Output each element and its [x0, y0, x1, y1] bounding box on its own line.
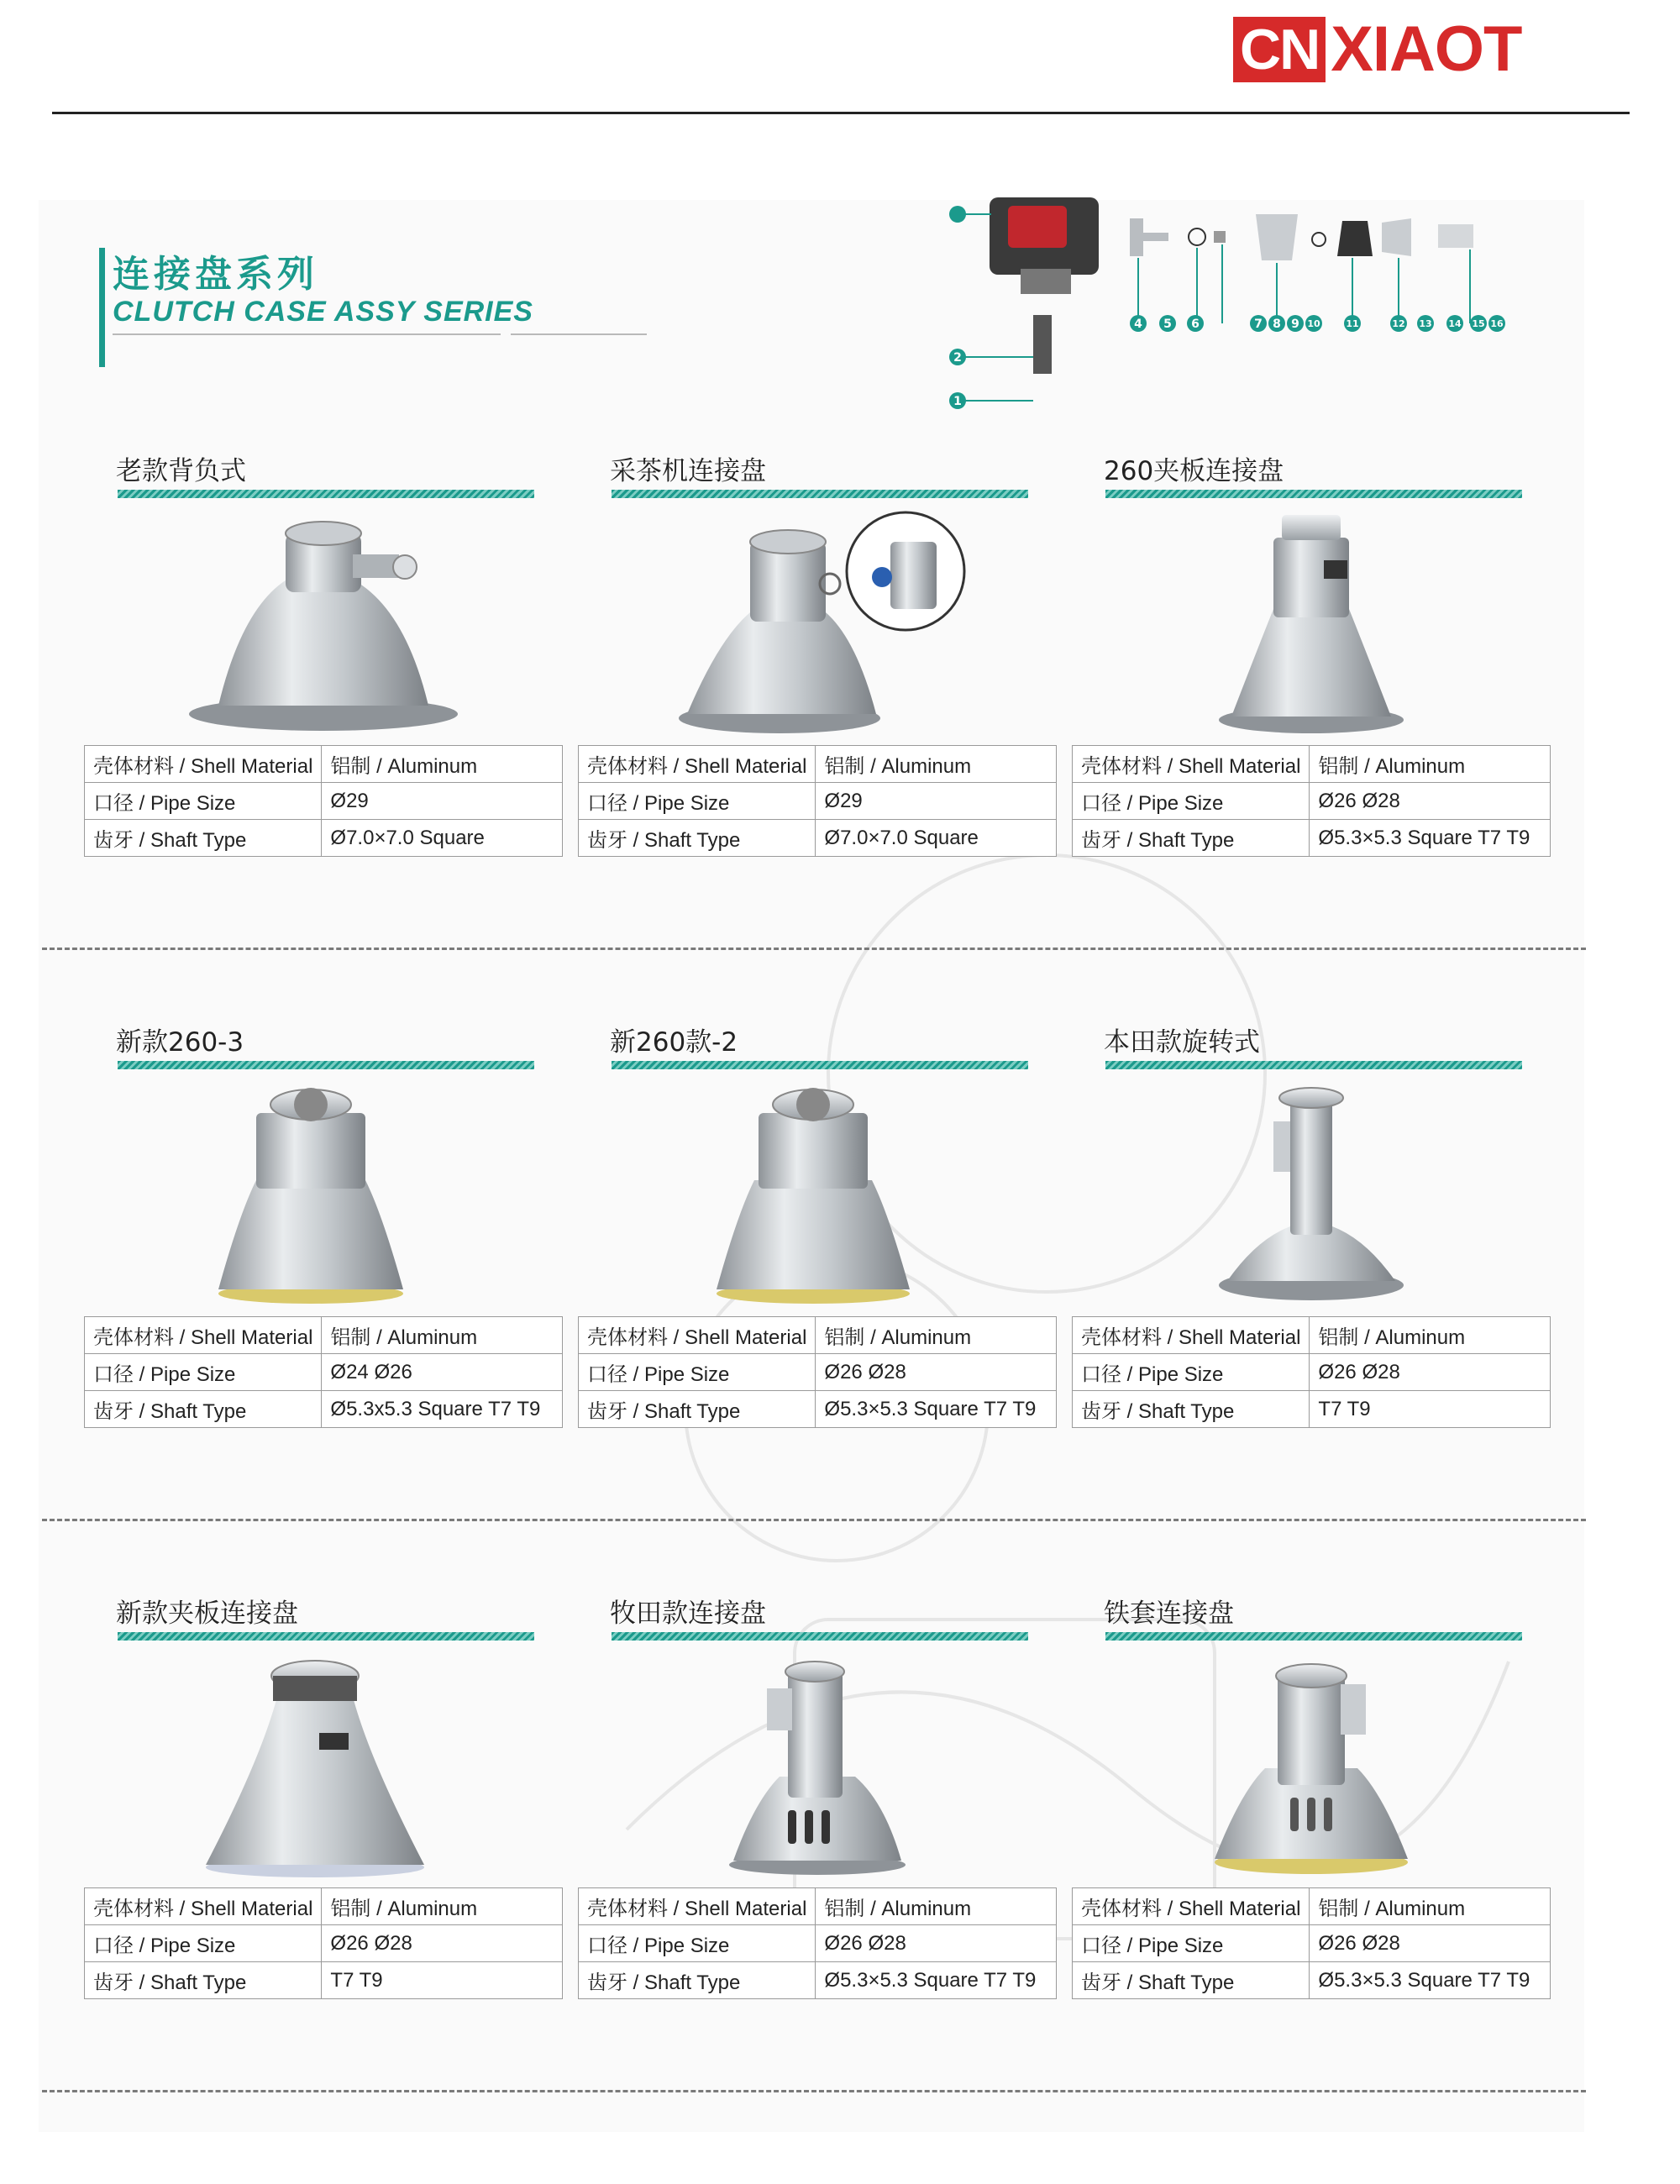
- product-title: 牧田款连接盘: [610, 1599, 766, 1629]
- product-card: [578, 1021, 1060, 1423]
- callout-4: [1130, 315, 1147, 332]
- spec-value: 铝制 / Aluminum: [816, 1317, 1057, 1354]
- product-title-underline: [612, 1632, 1028, 1641]
- product-title-underline: [118, 1061, 534, 1069]
- spec-row: [579, 1888, 1057, 1925]
- callout-label: 10: [1307, 318, 1320, 329]
- spec-table: [84, 1316, 563, 1428]
- spec-table: [84, 745, 563, 857]
- callout-label: 12: [1392, 318, 1405, 329]
- spec-value: 铝制 / Aluminum: [322, 1317, 563, 1354]
- spec-row: [579, 1391, 1057, 1428]
- spec-label: 壳体材料 / Shell Material: [579, 1317, 816, 1354]
- callout-9: [1287, 315, 1304, 332]
- spec-table: [578, 1887, 1057, 1999]
- product-title-underline: [1105, 1061, 1522, 1069]
- brand-name: XIAOT: [1331, 13, 1522, 85]
- spec-table: [578, 1316, 1057, 1428]
- clutch-case-image: [662, 1651, 976, 1877]
- callout-8: [1268, 315, 1285, 332]
- spec-value: Ø5.3x5.3 Square T7 T9: [322, 1391, 563, 1428]
- spec-row: [85, 820, 563, 857]
- spec-value: Ø29: [322, 783, 563, 820]
- callout-15: [1470, 315, 1487, 332]
- spec-table: [578, 745, 1057, 857]
- spec-row: [1073, 1888, 1551, 1925]
- spec-row: [85, 1391, 563, 1428]
- spec-row: [579, 1354, 1057, 1391]
- spec-label: 齿牙 / Shaft Type: [1073, 1391, 1310, 1428]
- product-title-underline: [118, 490, 534, 498]
- spec-label: 口径 / Pipe Size: [579, 783, 816, 820]
- spec-value: Ø5.3×5.3 Square T7 T9: [1310, 820, 1551, 857]
- callout-label: 9: [1291, 318, 1299, 331]
- spec-label: 口径 / Pipe Size: [1073, 1925, 1310, 1962]
- product-title-underline: [612, 490, 1028, 498]
- spec-value: 铝制 / Aluminum: [322, 746, 563, 783]
- spec-value: T7 T9: [1310, 1391, 1551, 1428]
- callout-11: [1344, 315, 1361, 332]
- callout-16: [1488, 315, 1505, 332]
- product-title: 铁套连接盘: [1104, 1599, 1234, 1629]
- spec-row: [1073, 783, 1551, 820]
- spec-value: Ø5.3×5.3 Square T7 T9: [1310, 1962, 1551, 1999]
- product-card: [578, 449, 1060, 852]
- spec-value: Ø24 Ø26: [322, 1354, 563, 1391]
- product-title-underline: [1105, 490, 1522, 498]
- spec-row: [85, 1925, 563, 1962]
- spec-value: Ø29: [816, 783, 1057, 820]
- spec-row: [579, 746, 1057, 783]
- spec-label: 齿牙 / Shaft Type: [85, 1962, 322, 1999]
- callout-5: [1159, 315, 1176, 332]
- spec-value: Ø7.0×7.0 Square: [322, 820, 563, 857]
- spec-row: [85, 1888, 563, 1925]
- spec-label: 口径 / Pipe Size: [1073, 1354, 1310, 1391]
- product-card: [84, 1021, 566, 1423]
- spec-table: [1072, 745, 1551, 857]
- clutch-case-image: [662, 1079, 976, 1306]
- product-title-underline: [118, 1632, 534, 1641]
- series-title-zh: 连接盘系列: [113, 254, 318, 295]
- spec-value: Ø26 Ø28: [1310, 783, 1551, 820]
- row-divider: [42, 2090, 1586, 2092]
- spec-value: 铝制 / Aluminum: [816, 746, 1057, 783]
- spec-label: 齿牙 / Shaft Type: [85, 820, 322, 857]
- exploded-parts-diagram: [941, 189, 1529, 416]
- header-rule: [52, 112, 1630, 114]
- series-underline: [113, 333, 501, 335]
- spec-value: 铝制 / Aluminum: [322, 1888, 563, 1925]
- callout-label: 13: [1419, 318, 1432, 329]
- spec-label: 口径 / Pipe Size: [579, 1925, 816, 1962]
- product-title: 采茶机连接盘: [610, 456, 766, 486]
- spec-label: 齿牙 / Shaft Type: [85, 1391, 322, 1428]
- spec-value: Ø26 Ø28: [816, 1925, 1057, 1962]
- callout-14: [1446, 315, 1463, 332]
- spec-row: [1073, 1925, 1551, 1962]
- series-underline-short: [511, 333, 647, 335]
- product-title: 老款背负式: [116, 456, 246, 486]
- spec-value: Ø26 Ø28: [816, 1354, 1057, 1391]
- clutch-case-image: [168, 508, 482, 735]
- spec-row: [85, 746, 563, 783]
- clutch-case-image: [662, 508, 976, 735]
- clutch-case-image: [1156, 508, 1470, 735]
- spec-value: T7 T9: [322, 1962, 563, 1999]
- spec-label: 壳体材料 / Shell Material: [85, 746, 322, 783]
- engine-illustration: [990, 197, 1099, 374]
- callout-label: 7: [1254, 318, 1263, 331]
- product-card: [84, 449, 566, 852]
- spec-row: [1073, 820, 1551, 857]
- brand-logo: [1233, 13, 1630, 85]
- row-divider: [42, 1519, 1586, 1521]
- spec-row: [85, 1354, 563, 1391]
- callout-7: [1250, 315, 1267, 332]
- spec-value: 铝制 / Aluminum: [1310, 1317, 1551, 1354]
- spec-row: [85, 1317, 563, 1354]
- spec-table: [84, 1887, 563, 1999]
- callout-label: 11: [1346, 318, 1359, 329]
- callout-label: 5: [1163, 318, 1172, 331]
- spec-value: 铝制 / Aluminum: [816, 1888, 1057, 1925]
- clutch-case-image: [1156, 1651, 1470, 1877]
- callout-label: 1: [953, 395, 962, 408]
- spec-label: 壳体材料 / Shell Material: [85, 1317, 322, 1354]
- spec-row: [85, 1962, 563, 1999]
- spec-label: 壳体材料 / Shell Material: [579, 746, 816, 783]
- clutch-case-image: [168, 1079, 482, 1306]
- product-card: [1072, 1021, 1554, 1423]
- spec-value: 铝制 / Aluminum: [1310, 1888, 1551, 1925]
- product-card: [1072, 449, 1554, 852]
- product-title: 本田款旋转式: [1104, 1027, 1260, 1058]
- brand-prefix: CN: [1233, 17, 1326, 82]
- clutch-case-image: [1156, 1079, 1470, 1306]
- spec-label: 口径 / Pipe Size: [579, 1354, 816, 1391]
- callout-label: 8: [1273, 318, 1281, 331]
- spec-label: 口径 / Pipe Size: [85, 1925, 322, 1962]
- spec-label: 齿牙 / Shaft Type: [1073, 1962, 1310, 1999]
- spec-row: [579, 1925, 1057, 1962]
- spec-row: [1073, 1317, 1551, 1354]
- callout-label: 4: [1134, 318, 1142, 331]
- spec-row: [1073, 746, 1551, 783]
- series-title-en: CLUTCH CASE ASSY SERIES: [113, 296, 533, 328]
- spec-value: Ø26 Ø28: [1310, 1354, 1551, 1391]
- callout-6: [1187, 315, 1204, 332]
- callout-13: [1417, 315, 1434, 332]
- callout-label: 14: [1448, 318, 1462, 329]
- spec-row: [579, 1317, 1057, 1354]
- spec-value: 铝制 / Aluminum: [1310, 746, 1551, 783]
- spec-row: [1073, 1354, 1551, 1391]
- spec-label: 口径 / Pipe Size: [1073, 783, 1310, 820]
- spec-row: [85, 783, 563, 820]
- spec-label: 壳体材料 / Shell Material: [1073, 746, 1310, 783]
- callout-10: [1305, 315, 1322, 332]
- callout-label: 6: [1191, 318, 1200, 331]
- spec-row: [579, 1962, 1057, 1999]
- callout-3: [949, 206, 966, 223]
- spec-row: [579, 783, 1057, 820]
- spec-label: 口径 / Pipe Size: [85, 783, 322, 820]
- spec-label: 壳体材料 / Shell Material: [85, 1888, 322, 1925]
- spec-value: Ø5.3×5.3 Square T7 T9: [816, 1391, 1057, 1428]
- spec-row: [1073, 1391, 1551, 1428]
- spec-label: 口径 / Pipe Size: [85, 1354, 322, 1391]
- callout-label: 15: [1472, 318, 1485, 329]
- spec-value: Ø5.3×5.3 Square T7 T9: [816, 1962, 1057, 1999]
- spec-label: 齿牙 / Shaft Type: [579, 820, 816, 857]
- row-divider: [42, 948, 1586, 950]
- spec-value: Ø26 Ø28: [322, 1925, 563, 1962]
- spec-label: 齿牙 / Shaft Type: [579, 1962, 816, 1999]
- product-card: [84, 1592, 566, 1994]
- callout-2: [949, 349, 966, 365]
- spec-row: [579, 820, 1057, 857]
- product-title-underline: [612, 1061, 1028, 1069]
- spec-row: [1073, 1962, 1551, 1999]
- callout-label: 16: [1490, 318, 1504, 329]
- product-title-underline: [1105, 1632, 1522, 1641]
- product-title: 新260款-2: [610, 1027, 738, 1058]
- product-card: [578, 1592, 1060, 1994]
- spec-table: [1072, 1316, 1551, 1428]
- spec-label: 壳体材料 / Shell Material: [579, 1888, 816, 1925]
- clutch-case-image: [168, 1651, 482, 1877]
- series-accent-bar: [99, 248, 105, 367]
- product-title: 260夹板连接盘: [1104, 456, 1284, 486]
- product-title: 新款260-3: [116, 1027, 244, 1058]
- spec-label: 齿牙 / Shaft Type: [1073, 820, 1310, 857]
- callout-12: [1390, 315, 1407, 332]
- exploded-parts: [1130, 214, 1473, 260]
- spec-table: [1072, 1887, 1551, 1999]
- callout-label: 2: [953, 351, 962, 365]
- product-card: [1072, 1592, 1554, 1994]
- spec-value: Ø7.0×7.0 Square: [816, 820, 1057, 857]
- product-title: 新款夹板连接盘: [116, 1599, 298, 1629]
- spec-value: Ø26 Ø28: [1310, 1925, 1551, 1962]
- spec-label: 齿牙 / Shaft Type: [579, 1391, 816, 1428]
- spec-label: 壳体材料 / Shell Material: [1073, 1317, 1310, 1354]
- spec-label: 壳体材料 / Shell Material: [1073, 1888, 1310, 1925]
- callout-1: [949, 392, 966, 409]
